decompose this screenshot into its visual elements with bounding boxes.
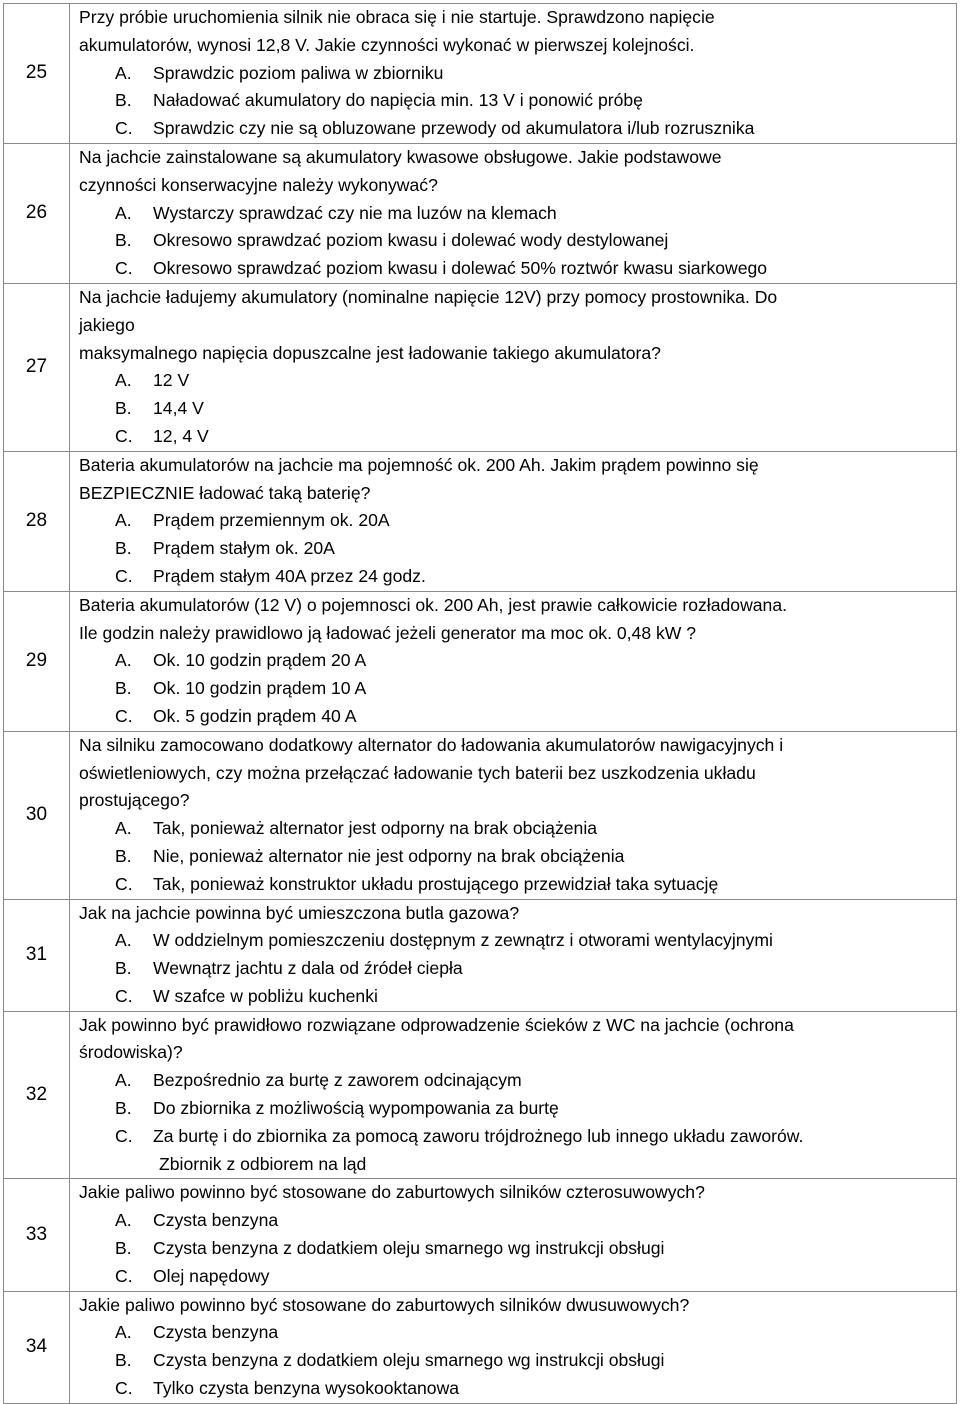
answer-option: [79, 955, 950, 983]
option-text: Prądem stałym ok. 20A: [153, 538, 335, 559]
option-text: Ok. 10 godzin prądem 10 A: [153, 678, 367, 699]
question-row: [4, 591, 957, 731]
option-text: Prądem przemiennym ok. 20A: [153, 510, 390, 531]
question-body: [70, 4, 957, 144]
option-letter: C.: [115, 873, 133, 894]
question-number: 29: [4, 591, 70, 731]
option-letter: A.: [115, 510, 132, 531]
option-letter: C.: [115, 705, 133, 726]
question-number: 27: [4, 283, 70, 451]
answer-option: [79, 563, 950, 591]
option-letter: C.: [115, 425, 133, 446]
option-text: Czysta benzyna z dodatkiem oleju smarnego wg instrukcji obsługi: [153, 1238, 665, 1259]
option-text: Wewnątrz jachtu z dala od źródeł ciepła: [153, 958, 463, 979]
question-text-line: BEZPIECZNIE ładować taką baterię?: [79, 482, 371, 503]
option-text: Czysta benzyna: [153, 1322, 279, 1343]
option-letter: A.: [115, 650, 132, 671]
question-body: [70, 731, 957, 899]
answer-option: [79, 200, 950, 228]
question-text-line: środowiska)?: [79, 1042, 183, 1063]
option-letter: A.: [115, 1070, 132, 1091]
question-rows: [4, 4, 957, 1404]
answer-option: [79, 395, 950, 423]
question-row: [4, 1291, 957, 1403]
answer-option: [79, 675, 950, 703]
question-text-line: Na silniku zamocowano dodatkowy alternator do ładowania akumulatorów nawigacyjnych i: [79, 734, 784, 755]
question-body: [70, 1179, 957, 1291]
answer-option: [79, 703, 950, 731]
question-text-line: maksymalnego napięcia dopuszcalne jest ładowanie takiego akumulatora?: [79, 342, 661, 363]
question-text-line: prostującego?: [79, 790, 190, 811]
option-text: Okresowo sprawdzać poziom kwasu i dolewać 50% roztwór kwasu siarkowego: [153, 258, 768, 279]
question-text-line: Na jachcie zainstalowane są akumulatory kwasowe obsługowe. Jakie podstawowe: [79, 146, 722, 167]
option-letter: B.: [115, 845, 132, 866]
option-letter: C.: [115, 985, 133, 1006]
option-text: Wystarczy sprawdzać czy nie ma luzów na klemach: [153, 202, 557, 223]
option-letter: B.: [115, 538, 132, 559]
question-body: [70, 283, 957, 451]
option-text: Tak, ponieważ konstruktor układu prostującego przewidział taka sytuację: [153, 873, 719, 894]
option-letter: B.: [115, 1238, 132, 1259]
question-text-line: Ile godzin należy prawidlowo ją ładować jeżeli generator ma moc ok. 0,48 kW ?: [79, 622, 697, 643]
answer-option: [79, 1207, 950, 1235]
question-number: 25: [4, 4, 70, 144]
question-number: 28: [4, 451, 70, 591]
question-number: 33: [4, 1179, 70, 1291]
option-text: Naładować akumulatory do napięcia min. 13 V i ponowić próbę: [153, 90, 643, 111]
answer-option: [79, 1067, 950, 1095]
question-body: [70, 451, 957, 591]
question-body: [70, 143, 957, 283]
question-text-line: oświetleniowych, czy można przełączać ładowanie tych baterii bez uszkodzenia układu: [79, 762, 756, 783]
answer-option: [79, 815, 950, 843]
option-letter: B.: [115, 1350, 132, 1371]
option-text: W szafce w pobliżu kuchenki: [153, 985, 378, 1006]
option-text: Ok. 5 godzin prądem 40 A: [153, 705, 357, 726]
option-letter: B.: [115, 678, 132, 699]
option-text: Za burtę i do zbiornika za pomocą zaworu trójdrożnego lub innego układu zaworów.: [153, 1125, 804, 1146]
option-letter: A.: [115, 1322, 132, 1343]
question-number: 30: [4, 731, 70, 899]
option-text: Tak, ponieważ alternator jest odporny na brak obciążenia: [153, 818, 598, 839]
question-row: [4, 899, 957, 1011]
option-text: Sprawdzic czy nie są obluzowane przewody od akumulatora i/lub rozrusznika: [153, 118, 755, 139]
answer-option: [79, 1123, 950, 1151]
option-letter: C.: [115, 1125, 133, 1146]
option-text: Sprawdzic poziom paliwa w zbiorniku: [153, 62, 444, 83]
question-text-line: Bateria akumulatorów na jachcie ma pojemność ok. 200 Ah. Jakim prądem powinno się: [79, 454, 759, 475]
question-text-line: czynności konserwacyjne należy wykonywać?: [79, 174, 438, 195]
answer-option: [79, 1347, 950, 1375]
question-text-line: Na jachcie ładujemy akumulatory (nominalne napięcie 12V) przy pomocy prostownika. Do: [79, 286, 778, 307]
option-letter: A.: [115, 930, 132, 951]
answer-option: [79, 843, 950, 871]
question-row: [4, 4, 957, 144]
option-text: W oddzielnym pomieszczeniu dostępnym z zewnątrz i otworami wentylacyjnymi: [153, 930, 773, 951]
option-text: Prądem stałym 40A przez 24 godz.: [153, 565, 426, 586]
question-number: 26: [4, 143, 70, 283]
option-text: Olej napędowy: [153, 1265, 270, 1286]
option-letter: B.: [115, 1098, 132, 1119]
option-text: Ok. 10 godzin prądem 20 A: [153, 650, 367, 671]
answer-option: [79, 255, 950, 283]
question-row: [4, 451, 957, 591]
question-body: [70, 591, 957, 731]
option-letter: A.: [115, 1210, 132, 1231]
question-row: [4, 731, 957, 899]
option-letter: B.: [115, 90, 132, 111]
option-text: Do zbiornika z możliwością wypompowania za burtę: [153, 1098, 559, 1119]
answer-option: [79, 227, 950, 255]
question-row: [4, 283, 957, 451]
question-text-line: Przy próbie uruchomienia silnik nie obraca się i nie startuje. Sprawdzono napięcie: [79, 7, 715, 27]
option-letter: B.: [115, 230, 132, 251]
question-number: 31: [4, 899, 70, 1011]
answer-option: [79, 1263, 950, 1291]
question-text-line: Bateria akumulatorów (12 V) o pojemnosci ok. 200 Ah, jest prawie całkowicie rozładowana.: [79, 594, 788, 615]
question-text-line: Jakie paliwo powinno być stosowane do zaburtowych silników dwusuwowych?: [79, 1294, 690, 1315]
question-number: 32: [4, 1011, 70, 1179]
question-table: [3, 3, 957, 1404]
question-text-line: Jakie paliwo powinno być stosowane do zaburtowych silników czterosuwowych?: [79, 1182, 705, 1203]
option-text: Okresowo sprawdzać poziom kwasu i dolewać wody destylowanej: [153, 230, 669, 251]
answer-option: [79, 115, 950, 143]
answer-option: [79, 535, 950, 563]
option-letter: C.: [115, 118, 133, 139]
option-text: Bezpośrednio za burtę z zaworem odcinającym: [153, 1070, 522, 1091]
question-text-line: Jak na jachcie powinna być umieszczona butla gazowa?: [79, 902, 520, 923]
option-text: Tylko czysta benzyna wysokooktanowa: [153, 1378, 460, 1399]
answer-option: [79, 647, 950, 675]
option-letter: A.: [115, 62, 132, 83]
answer-option: [79, 927, 950, 955]
question-text-line: jakiego: [79, 314, 135, 335]
question-text-line: akumulatorów, wynosi 12,8 V. Jakie czynności wykonać w pierwszej kolejności.: [79, 34, 695, 55]
option-text: Czysta benzyna z dodatkiem oleju smarnego wg instrukcji obsługi: [153, 1350, 665, 1371]
option-letter: C.: [115, 565, 133, 586]
option-letter: C.: [115, 1265, 133, 1286]
answer-option: [79, 1319, 950, 1347]
question-number: 34: [4, 1291, 70, 1403]
option-text: Nie, ponieważ alternator nie jest odporny na brak obciążenia: [153, 845, 625, 866]
answer-option: [79, 983, 950, 1011]
option-letter: A.: [115, 370, 132, 391]
question-text-line: Jak powinno być prawidłowo rozwiązane odprowadzenie ścieków z WC na jachcie (ochrona: [79, 1014, 794, 1035]
option-letter: B.: [115, 398, 132, 419]
option-text: 14,4 V: [153, 398, 204, 419]
option-letter: B.: [115, 958, 132, 979]
answer-option: [79, 87, 950, 115]
option-text: 12 V: [153, 370, 190, 391]
option-text: 12, 4 V: [153, 425, 209, 446]
answer-option: [79, 507, 950, 535]
option-letter: C.: [115, 258, 133, 279]
answer-option: [79, 871, 950, 899]
question-row: [4, 143, 957, 283]
answer-option: [79, 1095, 950, 1123]
option-letter: A.: [115, 818, 132, 839]
option-letter: C.: [115, 1378, 133, 1399]
question-row: [4, 1011, 957, 1179]
option-continuation: Zbiornik z odbiorem na ląd: [159, 1153, 367, 1174]
answer-option: [79, 1235, 950, 1263]
option-text: Czysta benzyna: [153, 1210, 279, 1231]
answer-option: [79, 423, 950, 451]
option-letter: A.: [115, 202, 132, 223]
answer-option: [79, 60, 950, 88]
question-body: [70, 1011, 957, 1179]
answer-option: [79, 367, 950, 395]
question-body: [70, 899, 957, 1011]
question-row: [4, 1179, 957, 1291]
question-body: [70, 1291, 957, 1403]
